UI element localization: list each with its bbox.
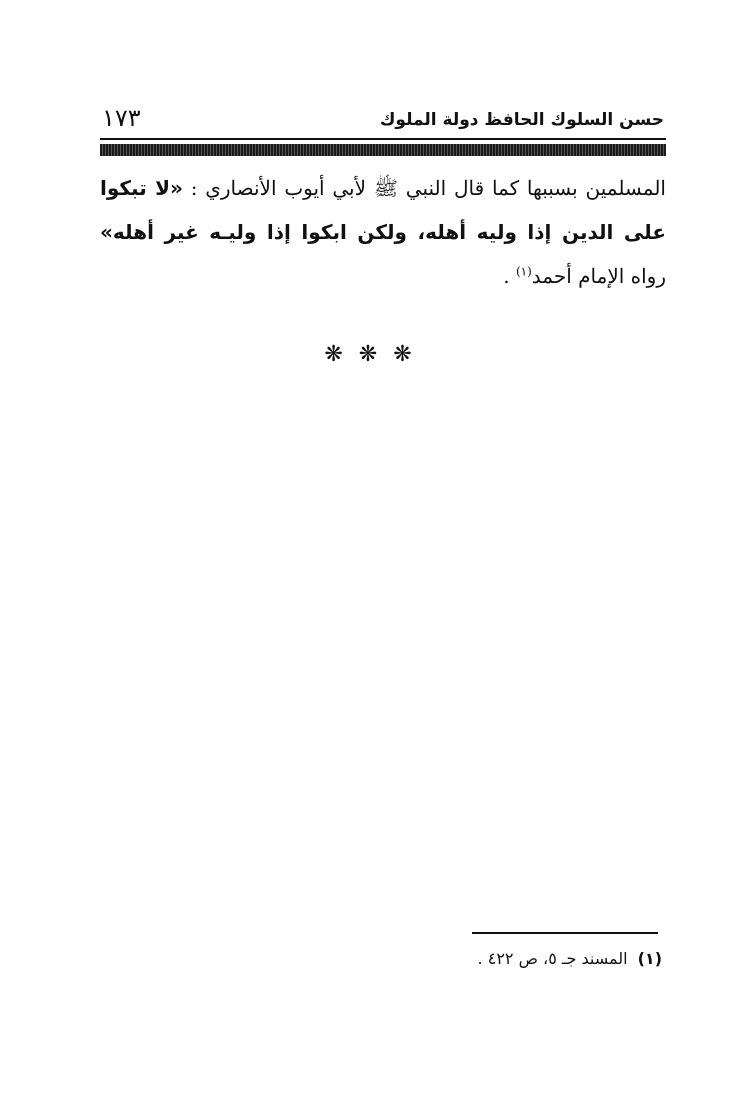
- header-rule-thin: [100, 138, 666, 140]
- footnote-rule: [472, 932, 658, 934]
- running-title: حسن السلوك الحافظ دولة الملوك: [379, 110, 664, 130]
- body-attribution: رواه الإمام أحمد: [531, 264, 666, 288]
- footnote-reference: (١): [515, 264, 532, 279]
- body-end-punctuation: .: [503, 264, 516, 288]
- page-header: [100, 104, 666, 138]
- page-number: ١٧٣: [102, 104, 141, 132]
- footnote-text: المسند جـ ٥، ص ٤٢٢ .: [477, 949, 628, 968]
- body-paragraph: [100, 166, 666, 298]
- hadith-quote: «لا تبكوا على الدين إذا وليه أهله، ولكن ابكوا إذا وليـه غير أهله»: [100, 176, 666, 244]
- body-line-prefix: المسلمين بسببها كما قال النبي ﷺ لأبي أيوب الأنصاري :: [182, 176, 666, 200]
- section-ornament: ❋❋❋: [324, 342, 428, 367]
- footnote: [380, 946, 662, 972]
- footnote-marker: (١): [637, 949, 662, 968]
- header-rule-thick: [100, 144, 666, 156]
